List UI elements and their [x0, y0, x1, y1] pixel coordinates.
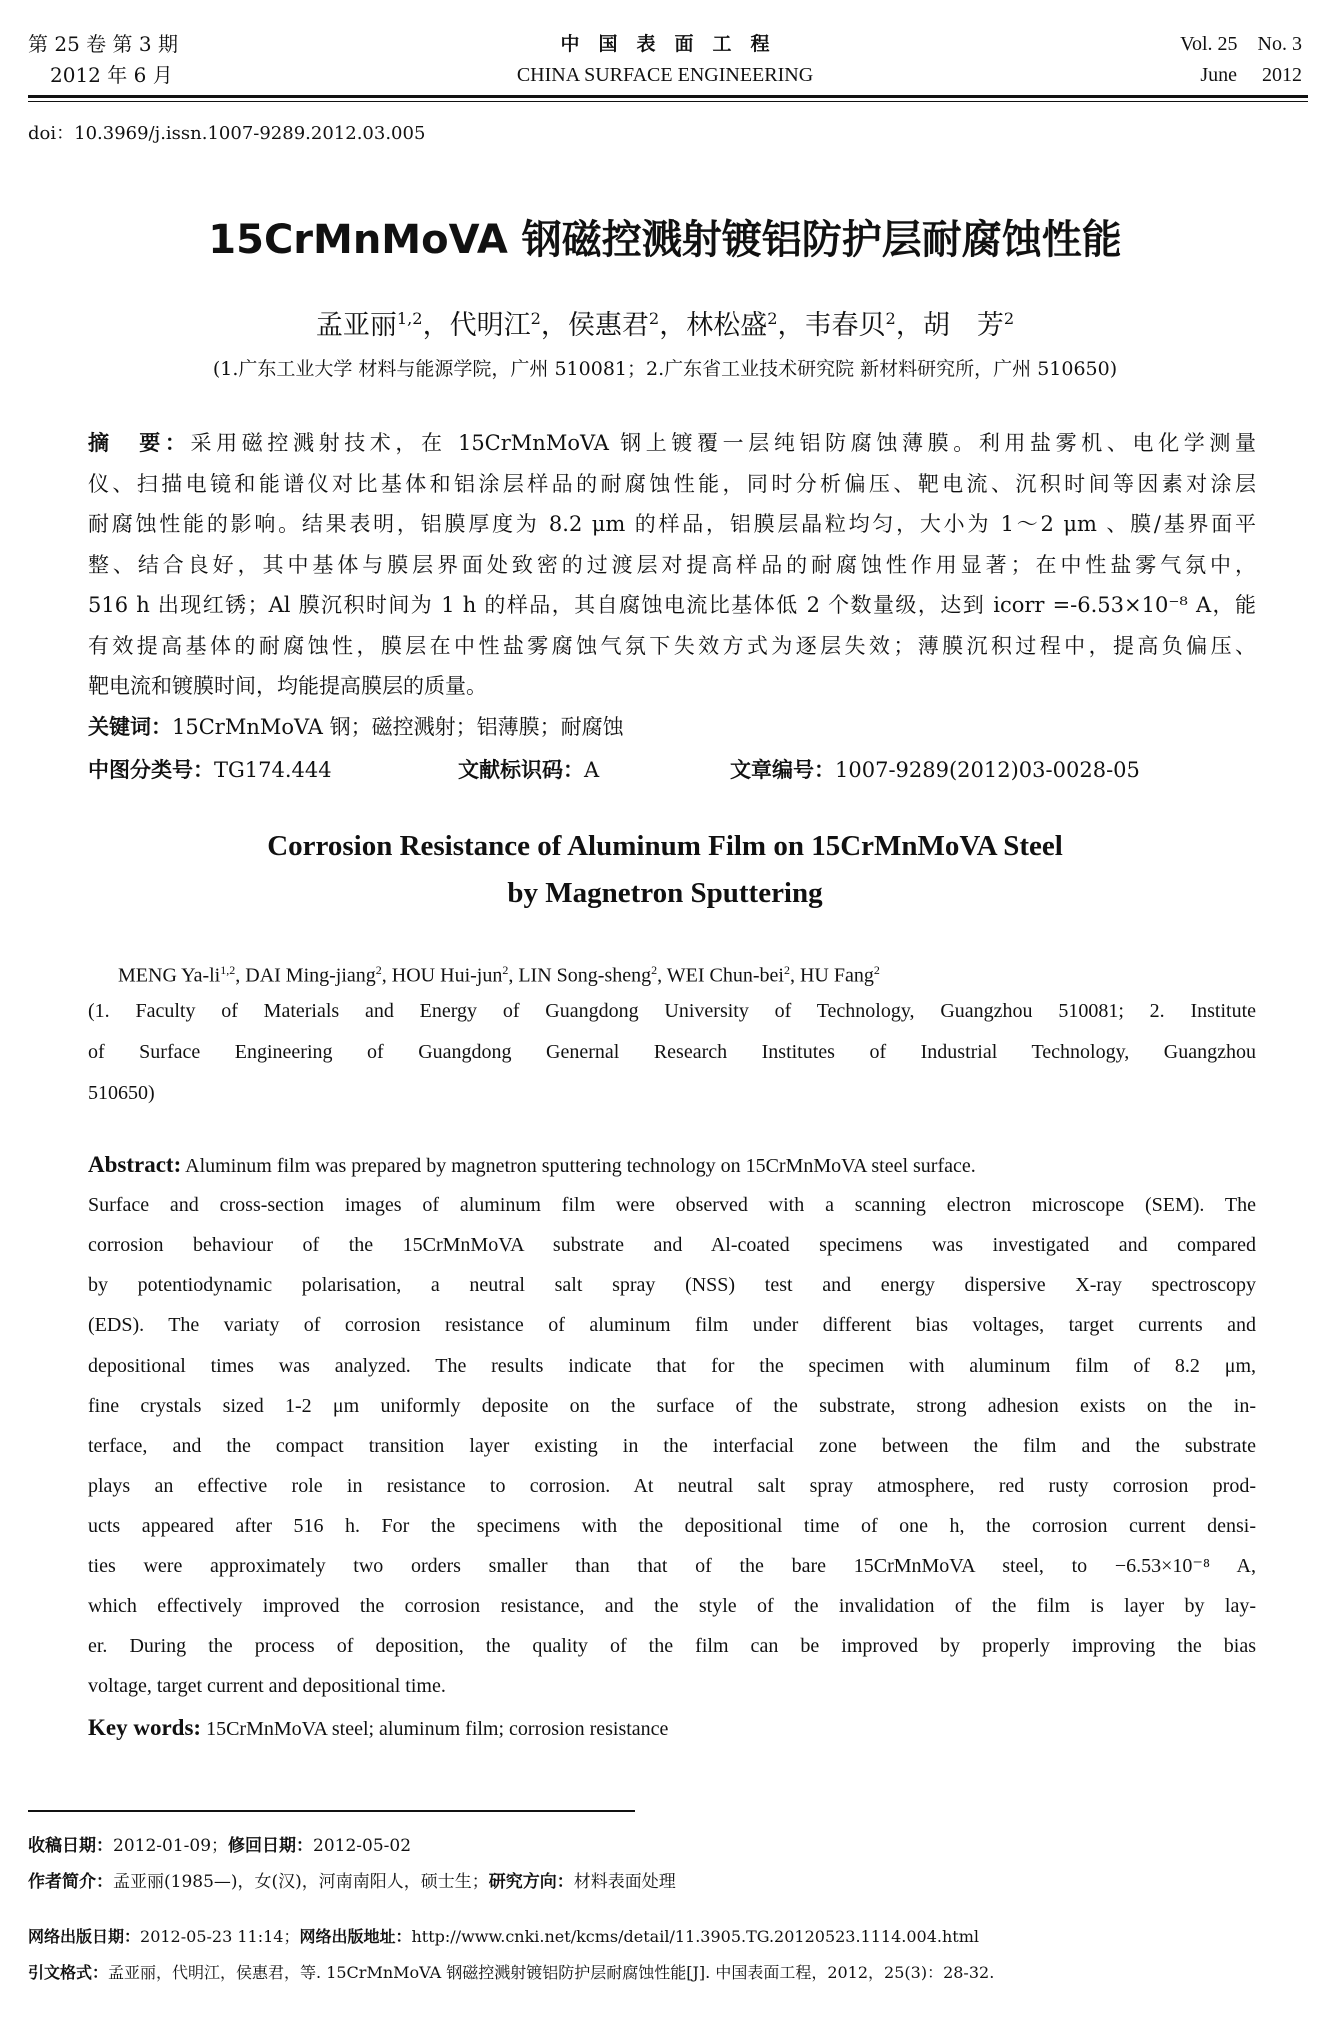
volume-issue-cn: 第 25 卷 第 3 期 — [28, 32, 178, 56]
authors-en: MENG Ya-li$^{1,2}$, DAI Ming-jiang$^2$, HOU Hui-jun$^2$, LIN Song-sheng$^2$, WEI Chun-bei$^2$, HU Fang$^2$ — [118, 963, 880, 987]
article-number-value: 1007-9289(2012)03-0028-05 — [835, 758, 1140, 782]
abstract-en-line: depositional times was analyzed. The results indicate that for the specimen with aluminum film of 8.2 μm, — [88, 1354, 1256, 1377]
author-name: 韦春贝 — [804, 310, 886, 341]
article-number — [730, 756, 1140, 784]
keywords-en-text: 15CrMnMoVA steel; aluminum film; corrosion resistance — [206, 1718, 669, 1740]
citation-text: 孟亚丽，代明江，侯惠君，等. 15CrMnMoVA 钢磁控溅射镀铝防护层耐腐蚀性能[J]. 中国表面工程，2012，25(3)：28-32. — [108, 1963, 995, 1982]
author-label: 作者简介： — [28, 1872, 113, 1892]
author-name: HOU Hui-jun — [391, 964, 503, 987]
article-number-label: 文章编号： — [730, 758, 835, 782]
abstract-en-line: terface, and the compact transition layer existing in the interfacial zone between the film and the substrate — [88, 1434, 1256, 1457]
header-rule-thin — [28, 101, 1308, 102]
keywords-cn-text: 15CrMnMoVA 钢；磁控溅射；铝薄膜；耐腐蚀 — [172, 715, 624, 739]
author-bio: 孟亚丽(1985—)，女(汉)，河南南阳人，硕士生； — [113, 1872, 489, 1892]
doc-code-value: A — [584, 758, 600, 782]
abstract-en-line: (EDS). The variaty of corrosion resistance of aluminum film under different bias voltages, target currents and — [88, 1314, 1256, 1337]
keywords-cn — [88, 713, 624, 741]
research-label: 研究方向： — [488, 1872, 574, 1892]
author-name: DAI Ming-jiang — [245, 964, 376, 987]
online-date: 2012-05-23 11:14； — [140, 1927, 300, 1946]
abstract-cn-line: 耐腐蚀性能的影响。结果表明，铝膜厚度为 8.2 μm 的样品，铝膜层晶粒均匀，大小为 1～2 μm 、膜/基界面平 — [88, 512, 1256, 536]
online-date-label: 网络出版日期： — [28, 1927, 141, 1946]
received-label: 收稿日期： — [28, 1836, 113, 1856]
journal-name-cn: 中 国 表 面 工 程 — [560, 33, 770, 55]
clc-value: TG174.444 — [214, 758, 332, 782]
abstract-en-line: ties were approximately two orders smaller than that of the bare 15CrMnMoVA steel, to −6.53×10⁻⁸ A, — [88, 1555, 1256, 1577]
keywords-en — [88, 1714, 668, 1743]
author-name: 胡 芳 — [922, 310, 1004, 341]
abstract-en-line: fine crystals sized 1-2 μm uniformly deposite on the surface of the substrate, strong adhesion exists on the in- — [88, 1394, 1256, 1417]
abstract-cn-line: 有效提高基体的耐腐蚀性，膜层在中性盐雾腐蚀气氛下失效方式为逐层失效；薄膜沉积过程中，提高负偏压、 — [88, 633, 1256, 658]
author-affiliation-mark: 2 — [873, 963, 880, 977]
affiliation-cn: (1.广东工业大学 材料与能源学院，广州 510081；2.广东省工业技术研究院 新材料研究所，广州 510650) — [212, 358, 1118, 380]
revised-date: 2012-05-02 — [313, 1836, 412, 1856]
authors-cn: 孟亚丽$^{1,2}$，代明江$^2$，侯惠君$^2$，林松盛$^2$，韦春贝$^2$，胡 芳$^2$ — [315, 309, 1015, 341]
abstract-en-label: Abstract: — [88, 1152, 182, 1177]
affiliation-en-line: (1. Faculty of Materials and Energy of Guangdong University of Technology, Guangzhou 510081; 2. Institute — [88, 1000, 1256, 1022]
footnote-dates — [28, 1835, 411, 1857]
abstract-en-line: ucts appeared after 516 h. For the specimens with the depositional time of one h, the corrosion current densi- — [88, 1514, 1256, 1537]
author-affiliation-mark: 2 — [648, 309, 660, 328]
author-name: 林松盛 — [686, 310, 768, 341]
author-name: 孟亚丽 — [315, 310, 397, 341]
author-affiliation-mark: 2 — [530, 309, 541, 328]
author-affiliation-mark: 2 — [885, 309, 896, 328]
abstract-en-line: which effectively improved the corrosion resistance, and the style of the invalidation of the film is layer by lay- — [88, 1595, 1256, 1618]
author-affiliation-mark: 2 — [375, 963, 382, 977]
abstract-cn-line — [88, 429, 1256, 457]
title-en-line-2: by Magnetron Sputtering — [507, 877, 823, 909]
abstract-cn-line: 整、结合良好，其中基体与膜层界面处致密的过渡层对提高样品的耐腐蚀性作用显著；在中性盐雾气氛中， — [88, 552, 1256, 577]
footnote-citation — [28, 1962, 994, 1984]
author-name: MENG Ya-li — [118, 964, 221, 987]
document-code — [458, 756, 599, 784]
abstract-en-line: er. During the process of deposition, the quality of the film can be improved by properly improving the bias — [88, 1635, 1256, 1658]
abstract-en-line: Surface and cross-section images of aluminum film were observed with a scanning electron microscope (SEM). The — [88, 1194, 1256, 1217]
abstract-cn-line: 靶电流和镀膜时间，均能提高膜层的质量。 — [88, 674, 487, 698]
abstract-cn-label: 摘 要： — [88, 431, 191, 455]
volume-issue-en: Vol. 25 No. 3 — [1180, 33, 1302, 55]
journal-name-en: CHINA SURFACE ENGINEERING — [516, 64, 814, 86]
revised-label: 修回日期： — [228, 1836, 314, 1856]
abstract-cn-text: 采用磁控溅射技术，在 15CrMnMoVA 钢上镀覆一层纯铝防腐蚀薄膜。利用盐雾机、电化学测量 — [190, 431, 1256, 455]
abstract-en-line: by potentiodynamic polarisation, a neutral salt spray (NSS) test and energy dispersive X-ray spectroscopy — [88, 1274, 1256, 1297]
title-en-line-1: Corrosion Resistance of Aluminum Film on 15CrMnMoVA Steel — [267, 830, 1063, 862]
author-affiliation-mark: 2 — [767, 309, 778, 328]
author-affiliation-mark: 2 — [651, 963, 658, 977]
citation-label: 引文格式： — [28, 1963, 109, 1982]
received-date: 2012-01-09； — [113, 1836, 229, 1856]
abstract-cn-line: 仪、扫描电镜和能谱仪对比基体和铝涂层样品的耐腐蚀性能，同时分析偏压、靶电流、沉积时间等因素对涂层 — [88, 471, 1256, 496]
abstract-en-line: plays an effective role in resistance to corrosion. At neutral salt spray atmosphere, red rusty corrosion prod- — [88, 1474, 1256, 1497]
research-direction: 材料表面处理 — [573, 1872, 676, 1892]
clc-number — [88, 756, 332, 784]
abstract-en-line: corrosion behaviour of the 15CrMnMoVA substrate and Al-coated specimens was investigated and compared — [88, 1234, 1256, 1257]
footnote-author — [28, 1871, 676, 1893]
abstract-en-text: Aluminum film was prepared by magnetron sputtering technology on 15CrMnMoVA steel surface. — [185, 1155, 976, 1177]
abstract-en-line — [88, 1151, 1256, 1180]
online-url-link[interactable]: http://www.cnki.net/kcms/detail/11.3905.TG.20120523.1114.004.html — [411, 1927, 980, 1946]
date-cn: 2012 年 6 月 — [50, 63, 173, 87]
footnote-rule — [28, 1810, 635, 1812]
keywords-cn-label: 关键词： — [88, 715, 172, 739]
online-url-label: 网络出版地址： — [299, 1927, 412, 1946]
footnote-online — [28, 1926, 979, 1948]
header-rule-thick — [28, 95, 1308, 98]
keywords-en-label: Key words: — [88, 1715, 202, 1740]
affiliation-en-line: of Surface Engineering of Guangdong Genernal Research Institutes of Industrial Technology, Guangzhou — [88, 1041, 1256, 1063]
author-name: 侯惠君 — [567, 310, 649, 341]
affiliation-en-line: 510650) — [88, 1082, 155, 1104]
author-affiliation-mark: 2 — [502, 963, 509, 977]
author-name: LIN Song-sheng — [518, 964, 652, 987]
author-name: HU Fang — [799, 964, 874, 987]
date-en: June 2012 — [1200, 64, 1302, 86]
author-affiliation-mark: 1,2 — [396, 309, 423, 328]
author-name: 代明江 — [449, 310, 531, 341]
abstract-en-line: voltage, target current and depositional time. — [88, 1675, 446, 1698]
abstract-cn-line: 516 h 出现红锈；Al 膜沉积时间为 1 h 的样品，其自腐蚀电流比基体低 2 个数量级，达到 icorr =-6.53×10⁻⁸ A，能 — [88, 593, 1256, 617]
author-affiliation-mark: 2 — [783, 963, 790, 977]
doi: doi：10.3969/j.issn.1007-9289.2012.03.005 — [28, 123, 426, 144]
clc-label: 中图分类号： — [88, 758, 214, 782]
title-cn: 15CrMnMoVA 钢磁控溅射镀铝防护层耐腐蚀性能 — [208, 217, 1122, 263]
author-affiliation-mark: 2 — [1003, 309, 1015, 328]
author-affiliation-mark: 1,2 — [220, 963, 236, 977]
author-name: WEI Chun-bei — [666, 964, 784, 987]
doc-code-label: 文献标识码： — [458, 758, 584, 782]
